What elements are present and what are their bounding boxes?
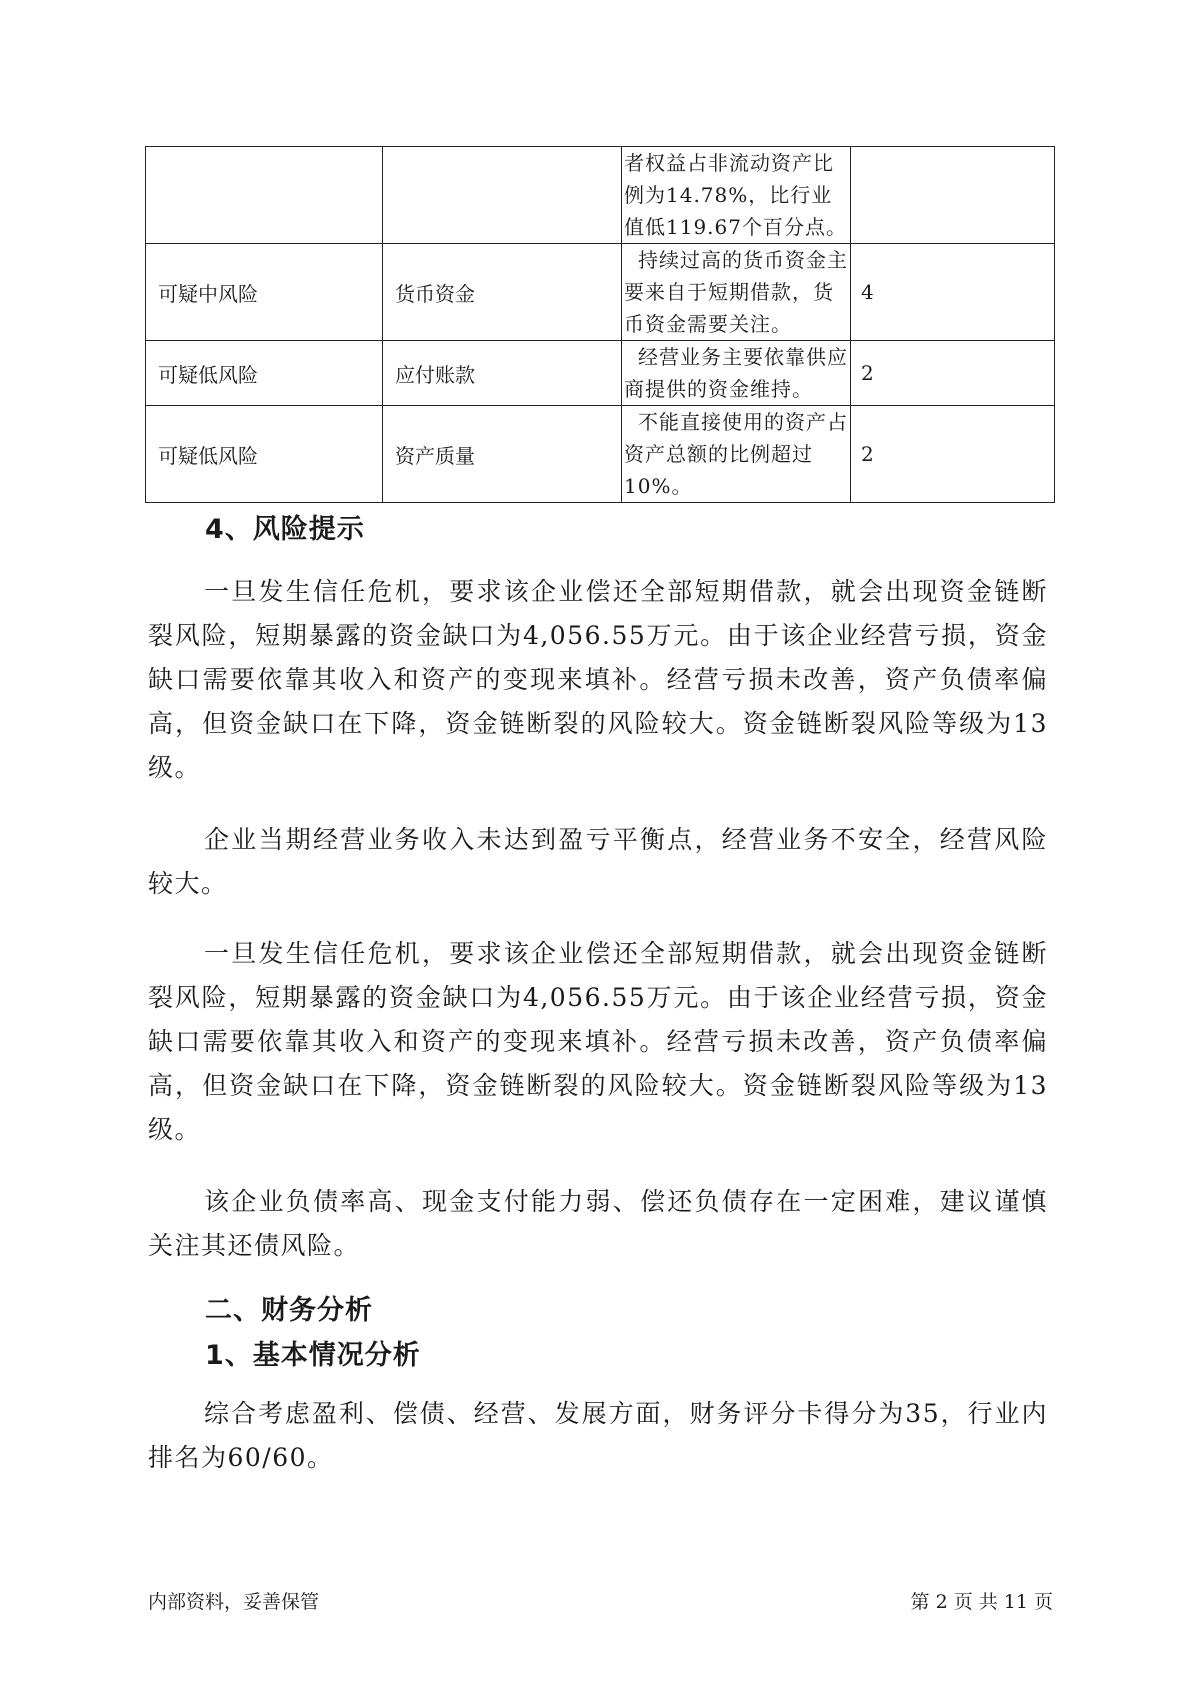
risk-desc-cell: 经营业务主要依靠供应商提供的资金维持。 [622,341,851,406]
risk-level-cell: 可疑低风险 [146,341,383,406]
risk-score-cell: 4 [851,244,1055,341]
financial-analysis-heading: 二、财务分析 [205,1295,373,1326]
risk-warning-heading: 4、风险提示 [205,514,365,545]
paragraph-operating-risk: 企业当期经营业务收入未达到盈亏平衡点，经营业务不安全，经营风险较大。 [148,825,1048,898]
table-row [146,244,1055,341]
table-row [146,406,1055,503]
risk-item-cell: 货币资金 [383,244,622,341]
risk-item-cell [383,147,622,244]
footer-page-number: 第 2 页 共 11 页 [910,1591,1053,1613]
risk-score-cell: 2 [851,406,1055,503]
table-row [146,341,1055,406]
risk-score-cell: 2 [851,341,1055,406]
table-row [146,147,1055,244]
risk-desc-cell: 不能直接使用的资产占资产总额的比例超过10%。 [622,406,851,503]
risk-level-cell: 可疑中风险 [146,244,383,341]
risk-desc-cell: 者权益占非流动资产比例为14.78%，比行业值低119.67个百分点。 [622,147,851,244]
risk-item-cell: 资产质量 [383,406,622,503]
risk-desc-cell: 持续过高的货币资金主要来自于短期借款，货币资金需要关注。 [622,244,851,341]
risk-level-cell [146,147,383,244]
risk-item-cell: 应付账款 [383,341,622,406]
paragraph-debt-risk: 该企业负债率高、现金支付能力弱、偿还负债存在一定困难，建议谨慎关注其还债风险。 [148,1187,1048,1260]
risk-score-cell [851,147,1055,244]
basic-analysis-heading: 1、基本情况分析 [205,1340,421,1371]
risk-table [145,146,1055,503]
paragraph-scorecard: 综合考虑盈利、偿债、经营、发展方面，财务评分卡得分为35，行业内排名为60/60。 [148,1399,1048,1472]
footer-confidential-note: 内部资料，妥善保管 [148,1591,320,1613]
paragraph-funding-gap-repeat: 一旦发生信任危机，要求该企业偿还全部短期借款，就会出现资金链断裂风险，短期暴露的资金缺口为4,056.55万元。由于该企业经营亏损，资金缺口需要依靠其收入和资产的变现来填补。经营亏损未改善，资产负债率偏高，但资金缺口在下降，资金链断裂的风险较大。资金链断裂风险等级为13级。 [148,939,1048,1144]
paragraph-funding-gap: 一旦发生信任危机，要求该企业偿还全部短期借款，就会出现资金链断裂风险，短期暴露的资金缺口为4,056.55万元。由于该企业经营亏损，资金缺口需要依靠其收入和资产的变现来填补。经营亏损未改善，资产负债率偏高，但资金缺口在下降，资金链断裂的风险较大。资金链断裂风险等级为13级。 [148,577,1048,782]
risk-level-cell: 可疑低风险 [146,406,383,503]
